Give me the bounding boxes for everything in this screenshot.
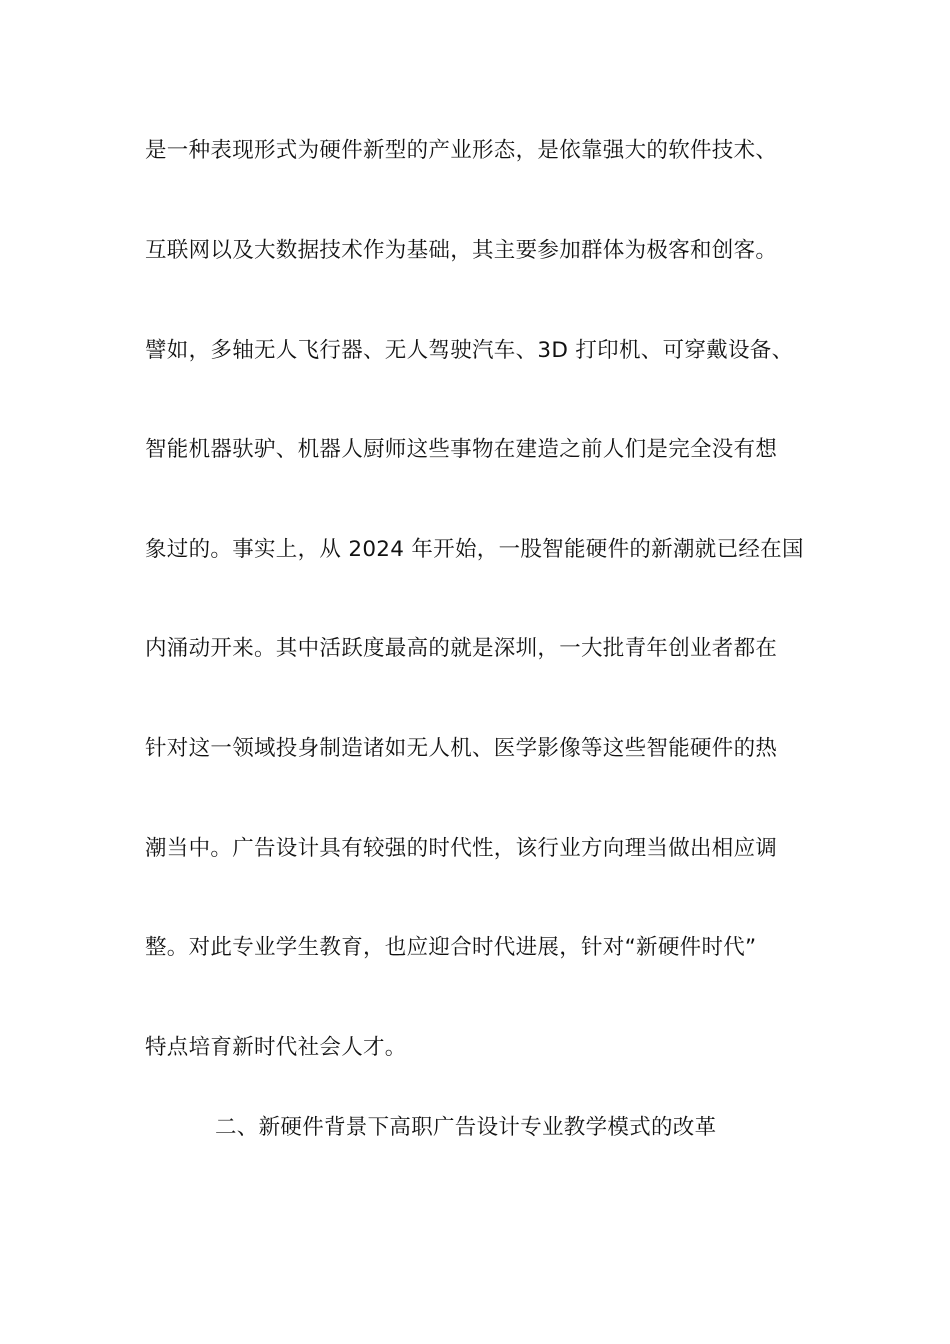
- paragraph-line: 譬如，多轴无人飞行器、无人驾驶汽车、3D 打印机、可穿戴设备、: [145, 338, 794, 363]
- paragraph-line: 是一种表现形式为硬件新型的产业形态，是依靠强大的软件技术、: [145, 138, 778, 163]
- paragraph-line: 潮当中。广告设计具有较强的时代性，该行业方向理当做出相应调: [145, 836, 778, 861]
- paragraph-line: 特点培育新时代社会人才。: [145, 1035, 407, 1060]
- paragraph-line: 智能机器驮驴、机器人厨师这些事物在建造之前人们是完全没有想: [145, 437, 778, 462]
- section-heading: 二、新硬件背景下高职广告设计专业教学模式的改革: [215, 1115, 717, 1140]
- paragraph-line: 内涌动开来。其中活跃度最高的就是深圳，一大批青年创业者都在: [145, 636, 778, 661]
- paragraph-line: 象过的。事实上，从 2024 年开始，一股智能硬件的新潮就已经在国: [145, 537, 804, 562]
- paragraph-line: 互联网以及大数据技术作为基础，其主要参加群体为极客和创客。: [145, 238, 778, 263]
- paragraph-line: 整。对此专业学生教育，也应迎合时代进展，针对“新硬件时代”: [145, 935, 757, 960]
- paragraph-line: 针对这一领域投身制造诸如无人机、医学影像等这些智能硬件的热: [145, 736, 778, 761]
